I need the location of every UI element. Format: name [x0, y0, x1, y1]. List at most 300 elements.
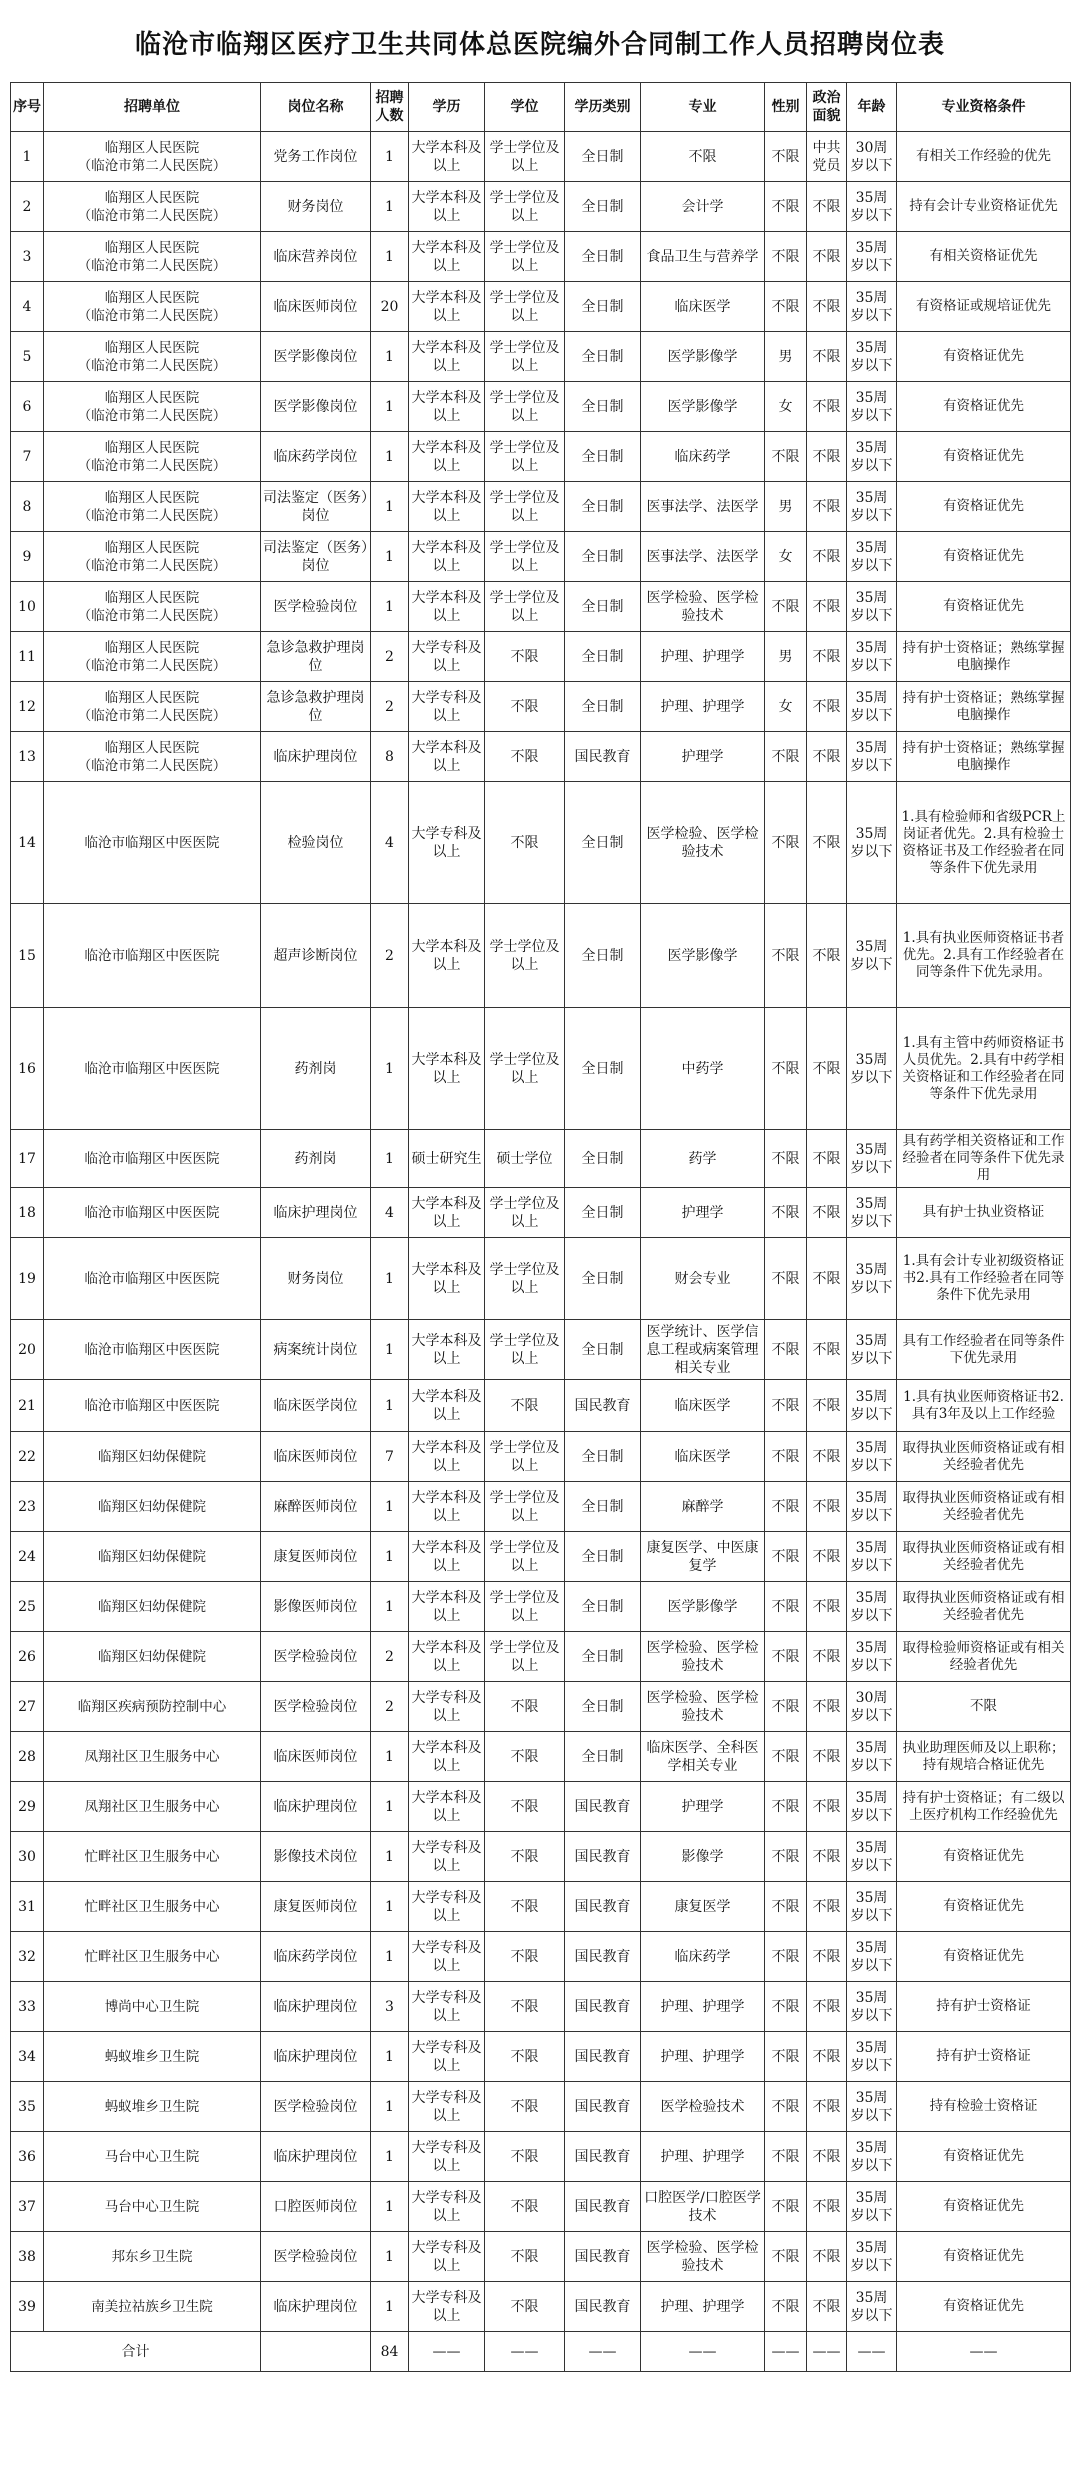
- qualification-requirements: 有相关工作经验的优先: [897, 132, 1071, 182]
- total-dash: ——: [847, 2332, 897, 2372]
- recruiting-unit: 临沧市临翔区中医医院: [44, 1320, 261, 1380]
- major: 护理、护理学: [641, 682, 765, 732]
- age-limit: 35周岁以下: [847, 732, 897, 782]
- education-type: 全日制: [565, 1632, 641, 1682]
- political-status: 不限: [807, 232, 847, 282]
- degree: 学士学位及以上: [485, 182, 565, 232]
- hire-count: 1: [371, 332, 409, 382]
- header-row: [11, 83, 1071, 132]
- education-type: 全日制: [565, 532, 641, 582]
- hire-count: 1: [371, 1320, 409, 1380]
- gender: 不限: [765, 904, 807, 1008]
- political-status: 不限: [807, 1632, 847, 1682]
- education-type: 全日制: [565, 1732, 641, 1782]
- degree: 不限: [485, 1682, 565, 1732]
- major: 医学检验、医学检验技术: [641, 1632, 765, 1682]
- political-status: 中共党员: [807, 132, 847, 182]
- position-name: 医学检验岗位: [261, 2232, 371, 2282]
- degree: 不限: [485, 682, 565, 732]
- age-limit: 35周岁以下: [847, 482, 897, 532]
- education: 大学专科及以上: [409, 2232, 485, 2282]
- hire-count: 2: [371, 1632, 409, 1682]
- position-name: 临床药学岗位: [261, 1932, 371, 1982]
- row-number: 39: [11, 2282, 44, 2332]
- recruiting-unit: 博尚中心卫生院: [44, 1982, 261, 2032]
- total-dash: ——: [485, 2332, 565, 2372]
- hire-count: 1: [371, 1832, 409, 1882]
- table-row: [11, 1130, 1071, 1188]
- gender: 不限: [765, 2282, 807, 2332]
- position-name: 临床护理岗位: [261, 732, 371, 782]
- row-number: 31: [11, 1882, 44, 1932]
- gender: 不限: [765, 1732, 807, 1782]
- qualification-requirements: 有资格证优先: [897, 1882, 1071, 1932]
- age-limit: 35周岁以下: [847, 1008, 897, 1130]
- education-type: 全日制: [565, 1238, 641, 1320]
- degree: 学士学位及以上: [485, 1482, 565, 1532]
- position-name: 司法鉴定（医务）岗位: [261, 482, 371, 532]
- education: 大学本科及以上: [409, 1380, 485, 1432]
- qualification-requirements: 有资格证优先: [897, 1932, 1071, 1982]
- position-name: 临床医学岗位: [261, 1380, 371, 1432]
- gender: 不限: [765, 582, 807, 632]
- education-type: 全日制: [565, 1008, 641, 1130]
- row-number: 11: [11, 632, 44, 682]
- table-row: [11, 782, 1071, 904]
- hire-count: 20: [371, 282, 409, 332]
- education-type: 全日制: [565, 332, 641, 382]
- row-number: 35: [11, 2082, 44, 2132]
- recruiting-unit: 忙畔社区卫生服务中心: [44, 1832, 261, 1882]
- gender: 不限: [765, 1238, 807, 1320]
- political-status: 不限: [807, 1238, 847, 1320]
- table-row: [11, 682, 1071, 732]
- degree: 不限: [485, 1732, 565, 1782]
- hire-count: 1: [371, 2032, 409, 2082]
- table-row: [11, 182, 1071, 232]
- degree: 学士学位及以上: [485, 232, 565, 282]
- header-cell: 学位: [485, 83, 565, 132]
- position-name: 临床护理岗位: [261, 1982, 371, 2032]
- qualification-requirements: 有资格证优先: [897, 2232, 1071, 2282]
- political-status: 不限: [807, 282, 847, 332]
- age-limit: 35周岁以下: [847, 1320, 897, 1380]
- row-number: 20: [11, 1320, 44, 1380]
- education: 大学专科及以上: [409, 1982, 485, 2032]
- education-type: 国民教育: [565, 2132, 641, 2182]
- table-row: [11, 1832, 1071, 1882]
- qualification-requirements: 具有工作经验者在同等条件下优先录用: [897, 1320, 1071, 1380]
- position-name: 医学检验岗位: [261, 582, 371, 632]
- header-cell: 专业资格条件: [897, 83, 1071, 132]
- age-limit: 35周岁以下: [847, 2082, 897, 2132]
- table-row: [11, 2082, 1071, 2132]
- degree: 学士学位及以上: [485, 1238, 565, 1320]
- major: 会计学: [641, 182, 765, 232]
- qualification-requirements: 执业助理医师及以上职称；持有规培合格证优先: [897, 1732, 1071, 1782]
- row-number: 5: [11, 332, 44, 382]
- recruiting-unit: 凤翔社区卫生服务中心: [44, 1732, 261, 1782]
- gender: 不限: [765, 1782, 807, 1832]
- education-type: 全日制: [565, 682, 641, 732]
- row-number: 7: [11, 432, 44, 482]
- education: 大学本科及以上: [409, 532, 485, 582]
- qualification-requirements: 取得执业医师资格证或有相关经验者优先: [897, 1432, 1071, 1482]
- row-number: 25: [11, 1582, 44, 1632]
- position-name: 临床护理岗位: [261, 2132, 371, 2182]
- degree: 不限: [485, 1832, 565, 1882]
- major: 口腔医学/口腔医学技术: [641, 2182, 765, 2232]
- qualification-requirements: 持有护士资格证；熟练掌握电脑操作: [897, 682, 1071, 732]
- political-status: 不限: [807, 904, 847, 1008]
- degree: 学士学位及以上: [485, 432, 565, 482]
- education: 大学本科及以上: [409, 1632, 485, 1682]
- degree: 不限: [485, 2232, 565, 2282]
- political-status: 不限: [807, 1188, 847, 1238]
- political-status: 不限: [807, 1008, 847, 1130]
- education: 大学本科及以上: [409, 904, 485, 1008]
- table-row: [11, 2032, 1071, 2082]
- qualification-requirements: 有资格证或规培证优先: [897, 282, 1071, 332]
- political-status: 不限: [807, 682, 847, 732]
- position-name: 医学检验岗位: [261, 2082, 371, 2132]
- table-row: [11, 1632, 1071, 1682]
- age-limit: 35周岁以下: [847, 1188, 897, 1238]
- major: 护理、护理学: [641, 2032, 765, 2082]
- degree: 不限: [485, 732, 565, 782]
- major: 医学检验技术: [641, 2082, 765, 2132]
- qualification-requirements: 持有护士资格证: [897, 2032, 1071, 2082]
- header-cell: 招聘人数: [371, 83, 409, 132]
- hire-count: 1: [371, 1932, 409, 1982]
- header-cell: 政治面貌: [807, 83, 847, 132]
- major: 医事法学、法医学: [641, 532, 765, 582]
- recruiting-unit: 临翔区人民医院 （临沧市第二人民医院）: [44, 132, 261, 182]
- recruiting-unit: 临翔区人民医院 （临沧市第二人民医院）: [44, 632, 261, 682]
- age-limit: 35周岁以下: [847, 782, 897, 904]
- row-number: 2: [11, 182, 44, 232]
- education: 大学专科及以上: [409, 2182, 485, 2232]
- hire-count: 8: [371, 732, 409, 782]
- position-name: 药剂岗: [261, 1008, 371, 1130]
- political-status: 不限: [807, 382, 847, 432]
- degree: 学士学位及以上: [485, 482, 565, 532]
- hire-count: 1: [371, 1238, 409, 1320]
- major: 临床医学: [641, 282, 765, 332]
- recruiting-unit: 临翔区人民医院 （临沧市第二人民医院）: [44, 582, 261, 632]
- header-cell: 序号: [11, 83, 44, 132]
- hire-count: 1: [371, 1380, 409, 1432]
- gender: 不限: [765, 282, 807, 332]
- hire-count: 4: [371, 782, 409, 904]
- political-status: 不限: [807, 1130, 847, 1188]
- gender: 不限: [765, 1380, 807, 1432]
- hire-count: 1: [371, 1882, 409, 1932]
- political-status: 不限: [807, 1882, 847, 1932]
- qualification-requirements: 1.具有主管中药师资格证书人员优先。2.具有中药学相关资格证和工作经验者在同等条件下优先录用: [897, 1008, 1071, 1130]
- position-name: 检验岗位: [261, 782, 371, 904]
- political-status: 不限: [807, 1982, 847, 2032]
- position-name: 麻醉医师岗位: [261, 1482, 371, 1532]
- table-row: [11, 1932, 1071, 1982]
- education: 大学本科及以上: [409, 332, 485, 382]
- hire-count: 1: [371, 532, 409, 582]
- major: 护理学: [641, 1188, 765, 1238]
- gender: 不限: [765, 1882, 807, 1932]
- political-status: 不限: [807, 582, 847, 632]
- qualification-requirements: 1.具有检验师和省级PCR上岗证者优先。2.具有检验士资格证书及工作经验者在同等条件下优先录用: [897, 782, 1071, 904]
- age-limit: 35周岁以下: [847, 282, 897, 332]
- table-row: [11, 1380, 1071, 1432]
- education: 大学本科及以上: [409, 1320, 485, 1380]
- position-name: 医学影像岗位: [261, 382, 371, 432]
- position-name: 党务工作岗位: [261, 132, 371, 182]
- row-number: 22: [11, 1432, 44, 1482]
- degree: 不限: [485, 632, 565, 682]
- gender: 不限: [765, 1532, 807, 1582]
- recruiting-unit: 临沧市临翔区中医医院: [44, 1130, 261, 1188]
- recruiting-unit: 临翔区人民医院 （临沧市第二人民医院）: [44, 182, 261, 232]
- total-empty: [261, 2332, 371, 2372]
- age-limit: 35周岁以下: [847, 1782, 897, 1832]
- table-row: [11, 432, 1071, 482]
- age-limit: 35周岁以下: [847, 1932, 897, 1982]
- major: 医学检验、医学检验技术: [641, 582, 765, 632]
- position-name: 急诊急救护理岗位: [261, 682, 371, 732]
- recruiting-unit: 临翔区妇幼保健院: [44, 1632, 261, 1682]
- recruiting-unit: 临翔区妇幼保健院: [44, 1582, 261, 1632]
- hire-count: 1: [371, 1732, 409, 1782]
- table-row: [11, 2282, 1071, 2332]
- row-number: 36: [11, 2132, 44, 2182]
- political-status: 不限: [807, 2032, 847, 2082]
- qualification-requirements: 持有检验士资格证: [897, 2082, 1071, 2132]
- age-limit: 35周岁以下: [847, 1982, 897, 2032]
- recruiting-unit: 凤翔社区卫生服务中心: [44, 1782, 261, 1832]
- degree: 不限: [485, 1882, 565, 1932]
- political-status: 不限: [807, 2282, 847, 2332]
- political-status: 不限: [807, 1320, 847, 1380]
- education: 大学本科及以上: [409, 1238, 485, 1320]
- qualification-requirements: 具有药学相关资格证和工作经验者在同等条件下优先录用: [897, 1130, 1071, 1188]
- gender: 不限: [765, 2032, 807, 2082]
- row-number: 27: [11, 1682, 44, 1732]
- position-name: 康复医师岗位: [261, 1532, 371, 1582]
- age-limit: 35周岁以下: [847, 582, 897, 632]
- recruiting-unit: 临翔区人民医院 （临沧市第二人民医院）: [44, 432, 261, 482]
- row-number: 23: [11, 1482, 44, 1532]
- qualification-requirements: 有资格证优先: [897, 582, 1071, 632]
- position-name: 临床护理岗位: [261, 2282, 371, 2332]
- row-number: 37: [11, 2182, 44, 2232]
- recruiting-unit: 临翔区人民医院 （临沧市第二人民医院）: [44, 682, 261, 732]
- political-status: 不限: [807, 1380, 847, 1432]
- table-row: [11, 332, 1071, 382]
- position-name: 财务岗位: [261, 182, 371, 232]
- position-name: 药剂岗: [261, 1130, 371, 1188]
- recruiting-unit: 临沧市临翔区中医医院: [44, 1380, 261, 1432]
- table-row: [11, 382, 1071, 432]
- education: 大学专科及以上: [409, 1932, 485, 1982]
- qualification-requirements: 持有护士资格证；熟练掌握电脑操作: [897, 632, 1071, 682]
- major: 护理学: [641, 732, 765, 782]
- total-count: 84: [371, 2332, 409, 2372]
- education: 大学本科及以上: [409, 1532, 485, 1582]
- age-limit: 35周岁以下: [847, 1732, 897, 1782]
- qualification-requirements: 1.具有会计专业初级资格证书2.具有工作经验者在同等条件下优先录用: [897, 1238, 1071, 1320]
- qualification-requirements: 有资格证优先: [897, 532, 1071, 582]
- hire-count: 7: [371, 1432, 409, 1482]
- hire-count: 2: [371, 682, 409, 732]
- gender: 不限: [765, 1932, 807, 1982]
- degree: 学士学位及以上: [485, 1188, 565, 1238]
- qualification-requirements: 持有会计专业资格证优先: [897, 182, 1071, 232]
- gender: 男: [765, 632, 807, 682]
- major: 临床药学: [641, 432, 765, 482]
- row-number: 32: [11, 1932, 44, 1982]
- degree: 学士学位及以上: [485, 1008, 565, 1130]
- major: 护理、护理学: [641, 2132, 765, 2182]
- hire-count: 2: [371, 1682, 409, 1732]
- education: 硕士研究生: [409, 1130, 485, 1188]
- recruiting-unit: 临翔区人民医院 （临沧市第二人民医院）: [44, 482, 261, 532]
- qualification-requirements: 有资格证优先: [897, 2132, 1071, 2182]
- education-type: 全日制: [565, 582, 641, 632]
- table-row: [11, 904, 1071, 1008]
- gender: 不限: [765, 2082, 807, 2132]
- education: 大学本科及以上: [409, 1782, 485, 1832]
- education: 大学专科及以上: [409, 2132, 485, 2182]
- total-label: 合计: [11, 2332, 261, 2372]
- position-name: 临床护理岗位: [261, 1782, 371, 1832]
- table-row: [11, 1732, 1071, 1782]
- table-row: [11, 1188, 1071, 1238]
- table-body: [11, 132, 1071, 2332]
- table-row: [11, 1582, 1071, 1632]
- major: 不限: [641, 132, 765, 182]
- row-number: 1: [11, 132, 44, 182]
- hire-count: 1: [371, 1532, 409, 1582]
- recruiting-unit: 蚂蚁堆乡卫生院: [44, 2082, 261, 2132]
- hire-count: 1: [371, 2282, 409, 2332]
- education-type: 全日制: [565, 1532, 641, 1582]
- degree: 不限: [485, 2132, 565, 2182]
- gender: 女: [765, 532, 807, 582]
- table-row: [11, 582, 1071, 632]
- page-title: 临沧市临翔区医疗卫生共同体总医院编外合同制工作人员招聘岗位表: [134, 30, 945, 60]
- age-limit: 35周岁以下: [847, 1432, 897, 1482]
- education-type: 全日制: [565, 382, 641, 432]
- position-name: 影像技术岗位: [261, 1832, 371, 1882]
- education: 大学本科及以上: [409, 182, 485, 232]
- education-type: 全日制: [565, 782, 641, 904]
- major: 医学检验、医学检验技术: [641, 2232, 765, 2282]
- major: 护理、护理学: [641, 2282, 765, 2332]
- row-number: 15: [11, 904, 44, 1008]
- hire-count: 1: [371, 382, 409, 432]
- qualification-requirements: 持有护士资格证；有二级以上医疗机构工作经验优先: [897, 1782, 1071, 1832]
- recruiting-unit: 临沧市临翔区中医医院: [44, 1188, 261, 1238]
- education-type: 国民教育: [565, 1932, 641, 1982]
- row-number: 24: [11, 1532, 44, 1582]
- education: 大学本科及以上: [409, 582, 485, 632]
- political-status: 不限: [807, 1482, 847, 1532]
- age-limit: 35周岁以下: [847, 2032, 897, 2082]
- qualification-requirements: 1.具有执业医师资格证书2.具有3年及以上工作经验: [897, 1380, 1071, 1432]
- age-limit: 35周岁以下: [847, 532, 897, 582]
- recruiting-unit: 临翔区人民医院 （临沧市第二人民医院）: [44, 732, 261, 782]
- political-status: 不限: [807, 532, 847, 582]
- position-name: 康复医师岗位: [261, 1882, 371, 1932]
- gender: 不限: [765, 1832, 807, 1882]
- age-limit: 30周岁以下: [847, 1682, 897, 1732]
- political-status: 不限: [807, 1432, 847, 1482]
- qualification-requirements: 持有护士资格证: [897, 1982, 1071, 2032]
- hire-count: 1: [371, 2232, 409, 2282]
- table-row: [11, 2182, 1071, 2232]
- major: 护理、护理学: [641, 1982, 765, 2032]
- hire-count: 1: [371, 2082, 409, 2132]
- row-number: 21: [11, 1380, 44, 1432]
- education: 大学本科及以上: [409, 482, 485, 532]
- major: 中药学: [641, 1008, 765, 1130]
- recruiting-unit: 临沧市临翔区中医医院: [44, 1238, 261, 1320]
- degree: 学士学位及以上: [485, 1582, 565, 1632]
- table-row: [11, 1882, 1071, 1932]
- gender: 不限: [765, 1982, 807, 2032]
- position-name: 影像医师岗位: [261, 1582, 371, 1632]
- education-type: 国民教育: [565, 2282, 641, 2332]
- gender: 女: [765, 682, 807, 732]
- hire-count: 1: [371, 1782, 409, 1832]
- gender: 不限: [765, 1632, 807, 1682]
- degree: 学士学位及以上: [485, 282, 565, 332]
- qualification-requirements: 有资格证优先: [897, 1832, 1071, 1882]
- position-name: 临床医师岗位: [261, 1732, 371, 1782]
- education: 大学专科及以上: [409, 2032, 485, 2082]
- position-name: 财务岗位: [261, 1238, 371, 1320]
- education-type: 全日制: [565, 1582, 641, 1632]
- qualification-requirements: 取得执业医师资格证或有相关经验者优先: [897, 1532, 1071, 1582]
- gender: 不限: [765, 2132, 807, 2182]
- row-number: 8: [11, 482, 44, 532]
- age-limit: 35周岁以下: [847, 1130, 897, 1188]
- education-type: 全日制: [565, 132, 641, 182]
- recruiting-unit: 临沧市临翔区中医医院: [44, 782, 261, 904]
- recruiting-unit: 南美拉祜族乡卫生院: [44, 2282, 261, 2332]
- education: 大学专科及以上: [409, 1882, 485, 1932]
- education-type: 全日制: [565, 632, 641, 682]
- qualification-requirements: 有相关资格证优先: [897, 232, 1071, 282]
- qualification-requirements: 有资格证优先: [897, 432, 1071, 482]
- table-row: [11, 1008, 1071, 1130]
- recruiting-unit: 临翔区妇幼保健院: [44, 1532, 261, 1582]
- gender: 不限: [765, 132, 807, 182]
- degree: 不限: [485, 2282, 565, 2332]
- table-row: [11, 2132, 1071, 2182]
- degree: 学士学位及以上: [485, 532, 565, 582]
- hire-count: 1: [371, 432, 409, 482]
- age-limit: 35周岁以下: [847, 904, 897, 1008]
- header-cell: 招聘单位: [44, 83, 261, 132]
- major: 医事法学、法医学: [641, 482, 765, 532]
- political-status: 不限: [807, 1832, 847, 1882]
- position-name: 临床营养岗位: [261, 232, 371, 282]
- gender: 不限: [765, 1320, 807, 1380]
- major: 医学统计、医学信息工程或病案管理相关专业: [641, 1320, 765, 1380]
- degree: 不限: [485, 1932, 565, 1982]
- row-number: 9: [11, 532, 44, 582]
